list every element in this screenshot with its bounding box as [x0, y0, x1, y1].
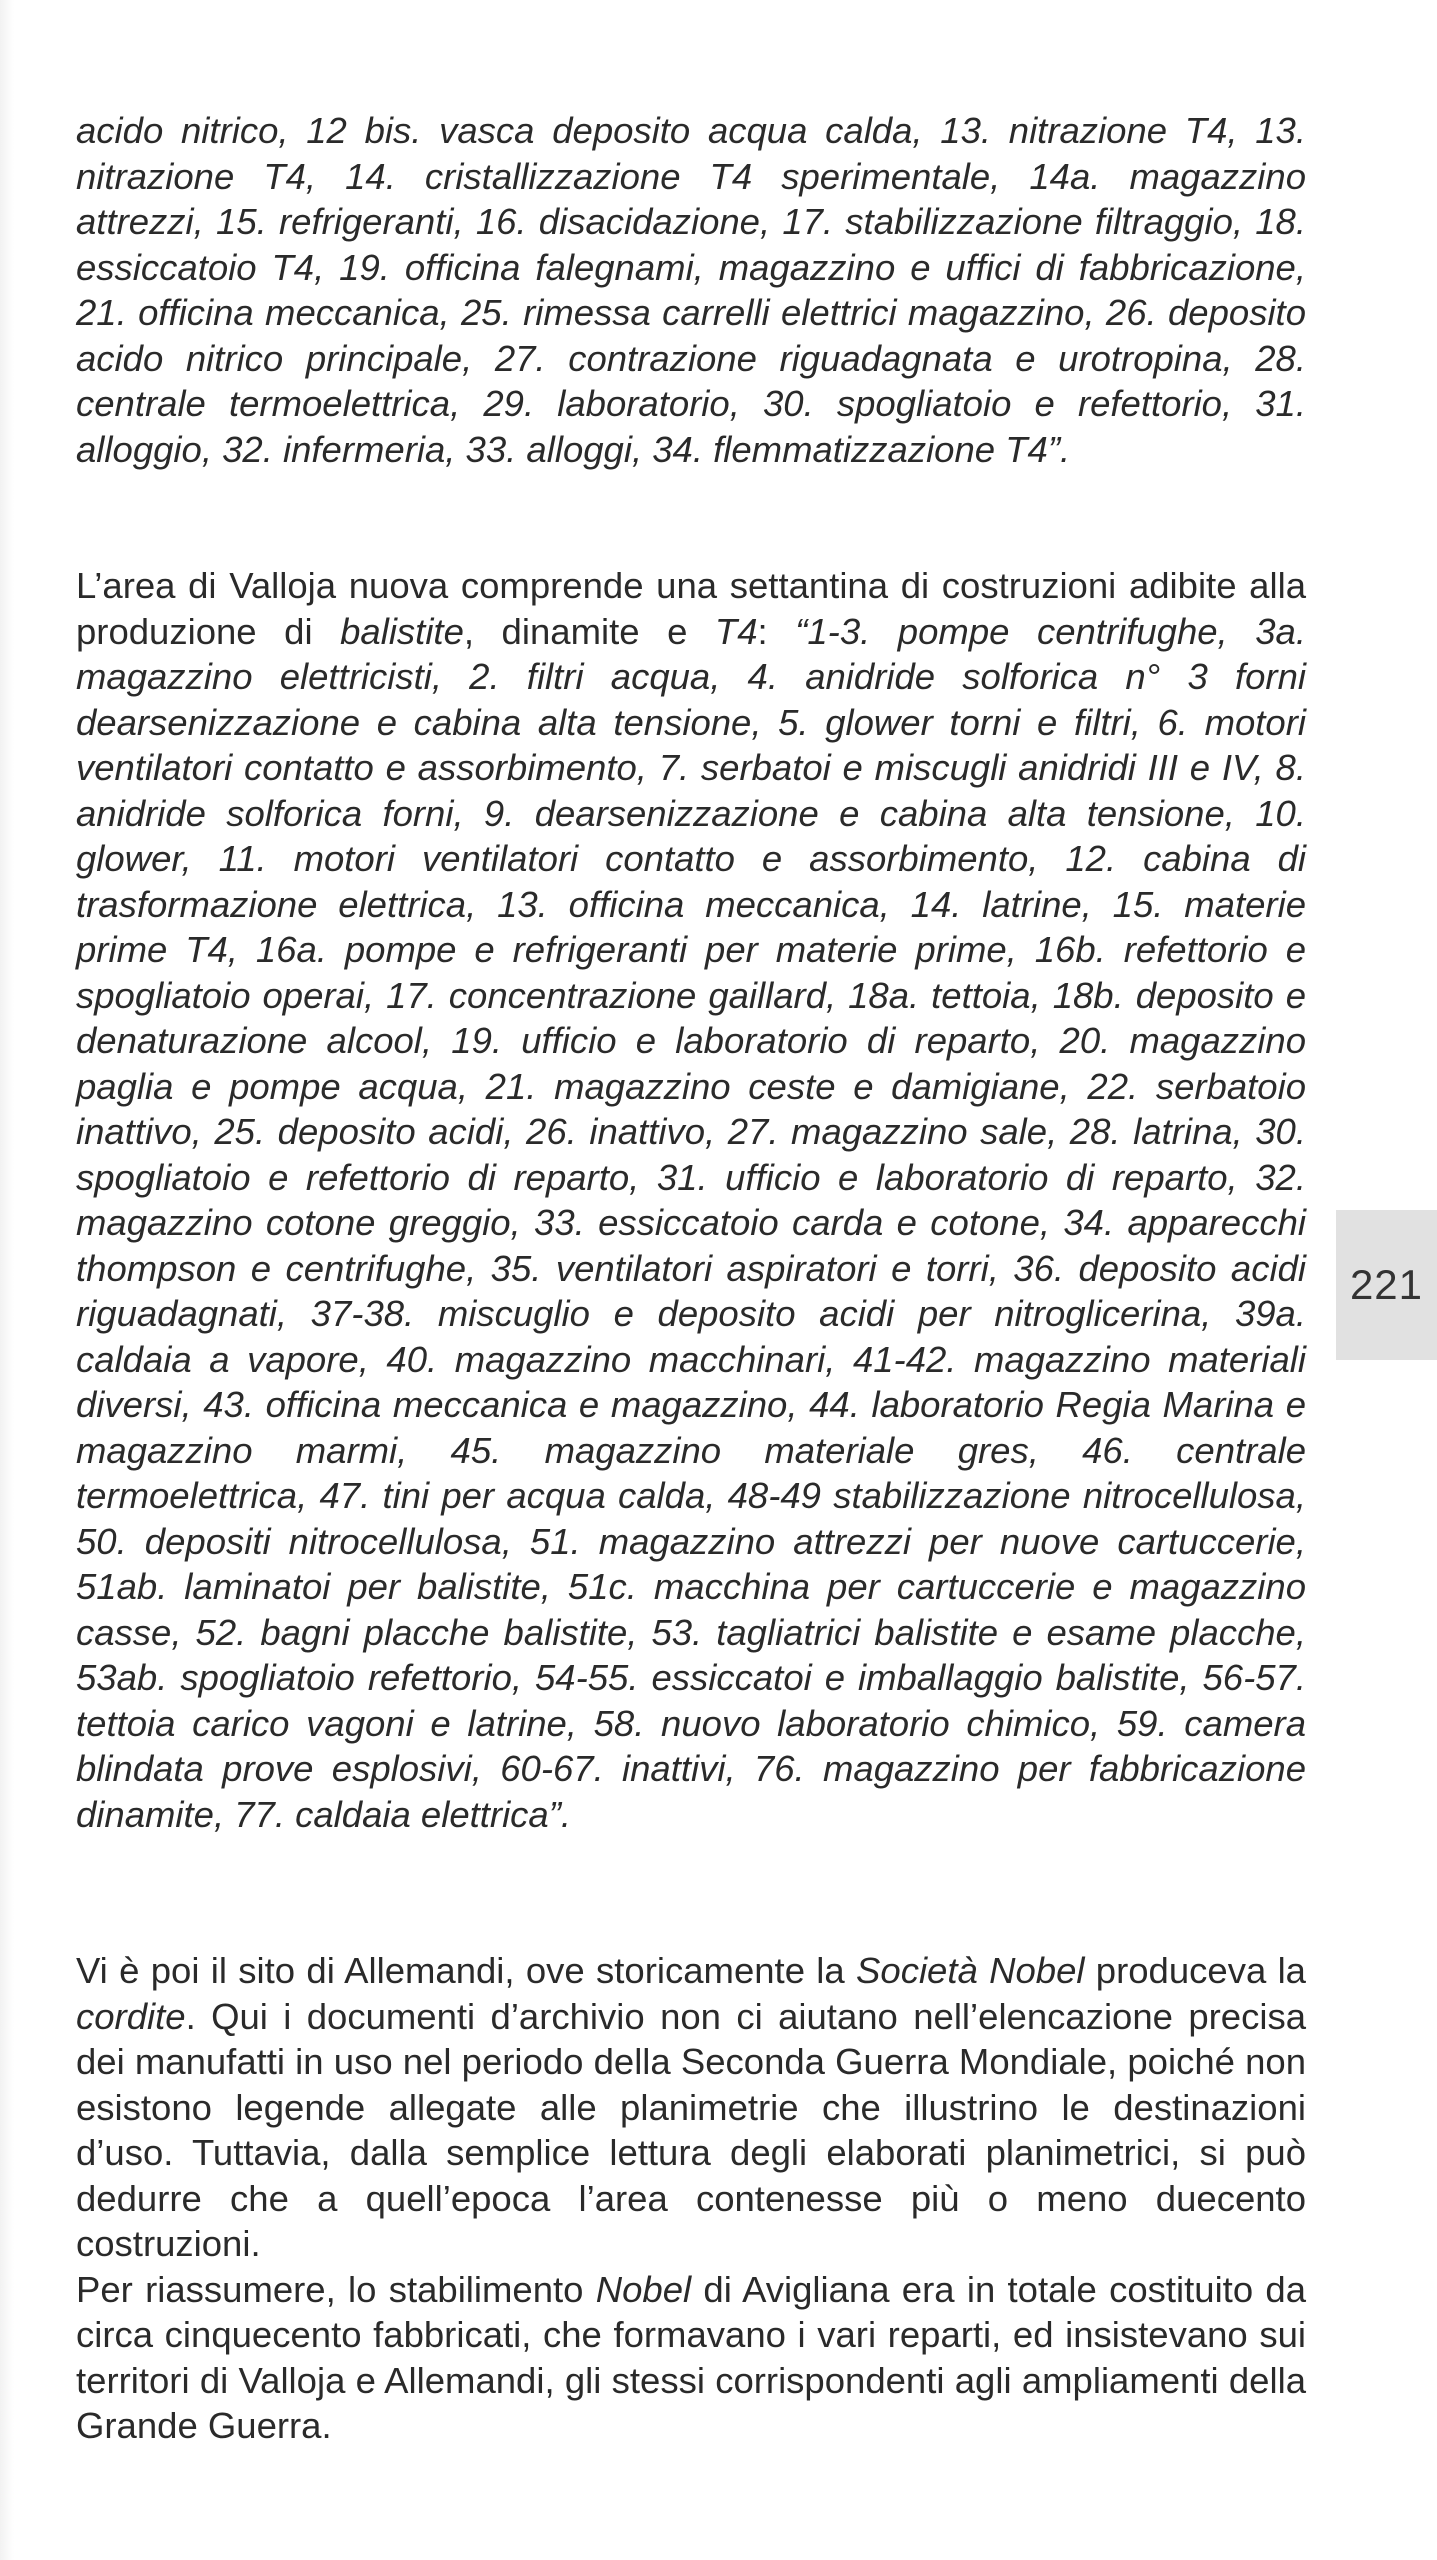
paragraph-summary	[76, 2267, 1306, 2449]
summary-text-1: Per riassumere, lo stabilimento	[76, 2268, 596, 2310]
allemandi-text-2: produceva la	[1084, 1950, 1306, 1991]
paragraph-allemandi	[76, 1948, 1306, 2267]
cordite-term: cordite	[76, 1995, 186, 2037]
allemandi-section	[76, 1948, 1306, 2449]
allemandi-text-1: Vi è poi il sito di Allemandi, ove storicamente la	[76, 1950, 857, 1991]
allemandi-text-3: . Qui i documenti d’archivio non ci aiutano nell’elencazione precisa dei manufatti in uso nel periodo della Seconda Guerra Mondiale, poiché non esistono legende allegate alle planimetrie che illustrino le destinazioni d’uso. Tuttavia, dalla semplice lettura degli elaborati planimetrici, si può dedurre che a quell’epoca l’area contenesse più o meno duecento costruzioni.	[76, 1995, 1306, 2264]
societa-nobel-term: Società Nobel	[856, 1950, 1085, 1991]
valloja-building-list: “1-3. pompe centrifughe, 3a. magazzino elettricisti, 2. filtri acqua, 4. anidride solforica n° 3 forni dearsenizzazione e cabina alta tensione, 5. glower torni e filtri, 6. motori ventilatori contatto e assorbimento, 7. serbatoi e miscugli anidridi III e IV, 8. anidride solforica forni, 9. dearsenizzazione e cabina alta tensione, 10. glower, 11. motori ventilatori contatto e assorbimento, 12. cabina di trasformazione elettrica, 13. officina meccanica, 14. latrine, 15. materie prime T4, 16a. pompe e refrigeranti per materie prime, 16b. refettorio e spogliatoio operai, 17. concentrazione gaillard, 18a. tettoia, 18b. deposito e denaturazione alcool, 19. ufficio e laboratorio di reparto, 20. magazzino paglia e pompe acqua, 21. magazzino ceste e damigiane, 22. serbatoio inattivo, 25. deposito acidi, 26. inattivo, 27. magazzino sale, 28. latrina, 30. spogliatoio e refettorio di reparto, 31. ufficio e laboratorio di reparto, 32. magazzino cotone greggio, 33. essiccatoio carda e cotone, 34. apparecchi thompson e centrifughe, 35. ventilatori aspiratori e torri, 36. deposito acidi riguadagnati, 37-38. miscuglio e deposito acidi per nitroglicerina, 39a. caldaia a vapore, 40. magazzino macchinari, 41-42. magazzino materiali diversi, 43. officina meccanica e magazzino, 44. laboratorio Regia Marina e magazzino marmi, 45. magazzino materiale gres, 46. centrale termoelettrica, 47. tini per acqua calda, 48-49 stabilizzazione nitrocellulosa, 50. depositi nitrocellulosa, 51. magazzino attrezzi per nuove cartuccerie, 51ab. laminatoi per balistite, 51c. macchina per cartuccerie e magazzino casse, 52. bagni placche balistite, 53. tagliatrici balistite e esame placche, 53ab. spogliatoio refettorio, 54-55. essiccatoi e imballaggio balistite, 56-57. tettoia carico vagoni e latrine, 58. nuovo laboratorio chimico, 59. camera blindata prove esplosivi, 60-67. inattivi, 76. magazzino per fabbricazione dinamite, 77. caldaia elettrica”.	[76, 610, 1306, 1835]
valloja-intro-text-3: :	[757, 610, 796, 652]
paragraph-valloja-nuova	[76, 563, 1306, 1837]
page-number: 221	[1349, 1261, 1424, 1308]
paragraph-nitration-area: acido nitrico, 12 bis. vasca deposito acqua calda, 13. nitrazione T4, 13. nitrazione T4, 14. cristallizzazione T4 sperimentale, 14a. magazzino attrezzi, 15. refrigeranti, 16. disacidazione, 17. stabilizzazione filtraggio, 18. essiccatoio T4, 19. officina falegnami, magazzino e uffici di fabbricazione, 21. officina meccanica, 25. rimessa carrelli elettrici magazzino, 26. deposito acido nitrico principale, 27. contrazione riguadagnata e urotropina, 28. centrale termoelettrica, 29. laboratorio, 30. spogliatoio e refettorio, 31. alloggio, 32. infermeria, 33. alloggi, 34. flemmatizzazione T4”.	[76, 110, 1306, 470]
valloja-intro-text: L’area di Valloja nuova comprende una settantina di costruzioni adibite alla produzione di	[76, 565, 1306, 652]
nobel-term: Nobel	[595, 2268, 692, 2310]
valloja-intro-text-2: , dinamite e	[463, 610, 715, 652]
t4-term: T4	[714, 610, 758, 652]
summary-text-2: di Avigliana era in totale costituito da circa cinquecento fabbricati, che formavano i vari reparti, ed insistevano sui territori di Valloja e Allemandi, gli stessi corrispondenti agli ampliamenti della Grande Guerra.	[76, 2268, 1307, 2446]
page-edge-shadow	[0, 0, 14, 2560]
balistite-term: balistite	[340, 610, 464, 652]
page-number-tab	[1336, 1210, 1437, 1360]
equipment-list-continuation	[76, 108, 1306, 472]
valloja-section	[76, 563, 1306, 1837]
